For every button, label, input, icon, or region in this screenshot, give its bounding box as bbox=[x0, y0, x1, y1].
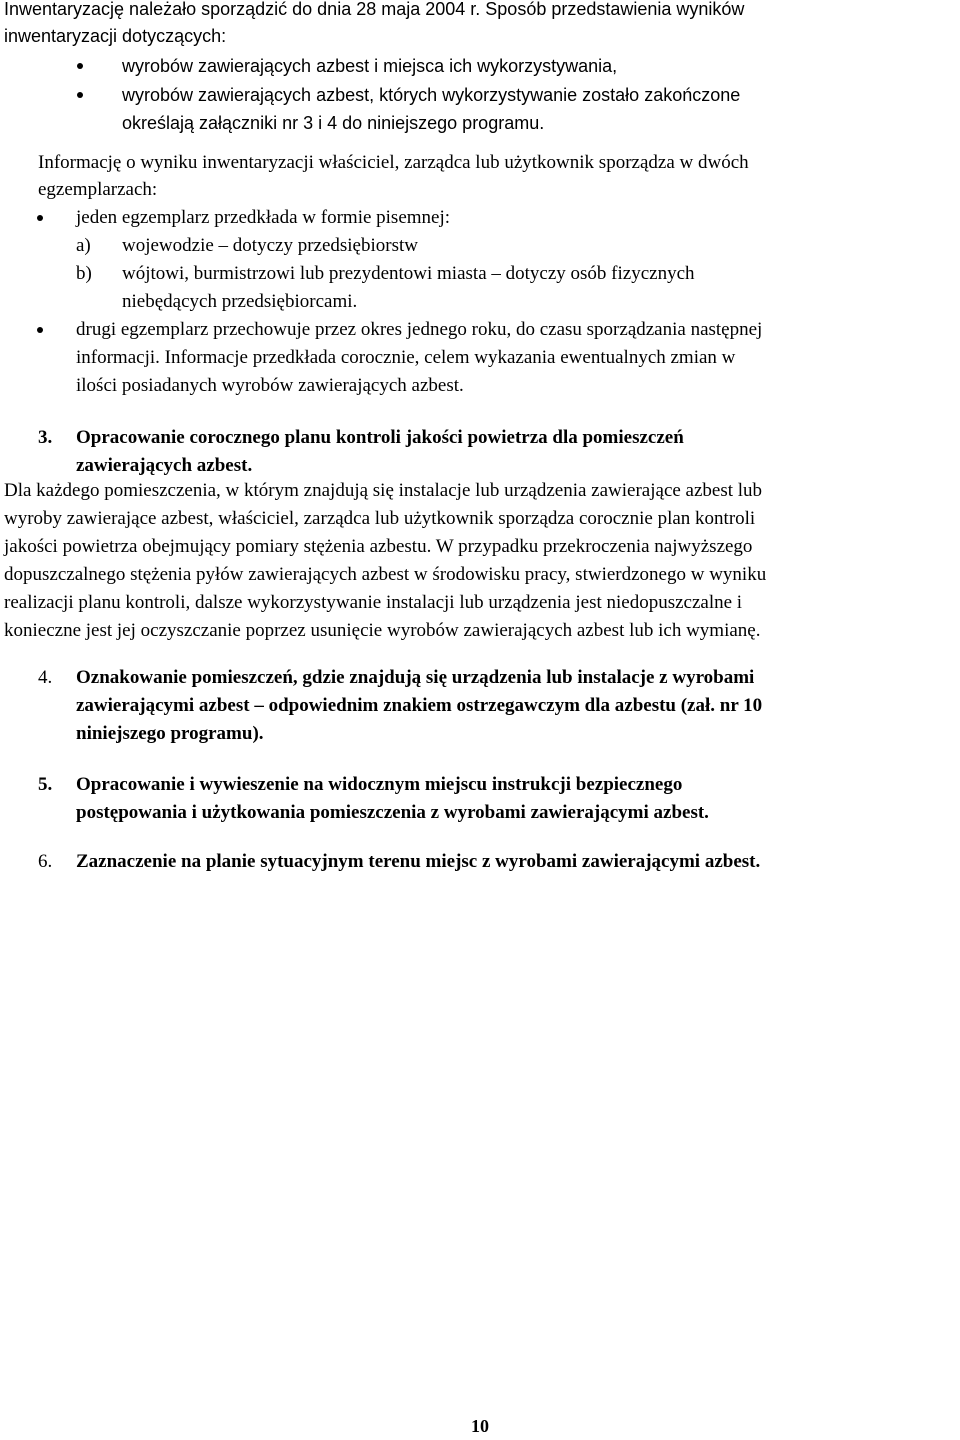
intro-line-1: Inwentaryzację należało sporządzić do dnia 28 maja 2004 r. Sposób przedstawienia wyników bbox=[4, 0, 745, 19]
section-5-number: 5. bbox=[38, 774, 53, 795]
info-line-2: egzemplarzach: bbox=[38, 179, 158, 200]
info-line-1: Informację o wyniku inwentaryzacji właściciel, zarządca lub użytkownik sporządza w dwóch bbox=[38, 152, 749, 173]
section-4-number: 4. bbox=[38, 667, 53, 688]
section-6-number: 6. bbox=[38, 851, 53, 872]
info-bullet-2-line-2: informacji. Informacje przedkłada corocznie, celem wykazania ewentualnych zmian w bbox=[76, 347, 736, 368]
info-bullet-2-line-1: drugi egzemplarz przechowuje przez okres jednego roku, do czasu sporządzania następnej bbox=[76, 319, 763, 340]
bullet-icon bbox=[37, 215, 43, 221]
section-5-line-2: postępowania i użytkowania pomieszczenia z wyrobami zawierającymi azbest. bbox=[76, 802, 709, 823]
bullet-icon bbox=[77, 92, 83, 98]
info-bullet-1: jeden egzemplarz przedkłada w formie pisemnej: bbox=[76, 207, 451, 228]
section-4-line-3: niniejszego programu). bbox=[76, 723, 264, 744]
section-3-title-line-1: Opracowanie corocznego planu kontroli jakości powietrza dla pomieszczeń bbox=[76, 427, 684, 448]
section-3-body-line-1: Dla każdego pomieszczenia, w którym znajdują się instalacje lub urządzenia zawierające azbest lub bbox=[4, 480, 763, 501]
bullet-icon bbox=[37, 327, 43, 333]
section-3-body-line-2: wyroby zawierające azbest, właściciel, zarządca lub użytkownik sporządza corocznie plan kontroli bbox=[4, 508, 756, 529]
info-bullet-2-line-3: ilości posiadanych wyrobów zawierających azbest. bbox=[76, 375, 464, 396]
intro-line-3: określają załączniki nr 3 i 4 do niniejszego programu. bbox=[122, 113, 545, 133]
bullet-icon bbox=[77, 63, 83, 69]
sub-b-line-1: wójtowi, burmistrzowi lub prezydentowi miasta – dotyczy osób fizycznych bbox=[122, 263, 695, 284]
section-6-line-1: Zaznaczenie na planie sytuacyjnym terenu miejsc z wyrobami zawierającymi azbest. bbox=[76, 851, 761, 872]
section-3-body-line-3: jakości powietrza obejmujący pomiary stężenia azbestu. W przypadku przekroczenia najwyższego bbox=[4, 536, 753, 557]
page-number: 10 bbox=[471, 1416, 489, 1436]
section-5-line-1: Opracowanie i wywieszenie na widocznym miejscu instrukcji bezpiecznego bbox=[76, 774, 683, 795]
sub-b-marker: b) bbox=[76, 263, 92, 284]
section-3-body-line-5: realizacji planu kontroli, dalsze wykorzystywanie instalacji lub urządzenia jest niedopuszczalne i bbox=[4, 592, 743, 613]
sub-a-marker: a) bbox=[76, 235, 91, 256]
sub-b-line-2: niebędących przedsiębiorcami. bbox=[122, 291, 358, 312]
sub-a-text: wojewodzie – dotyczy przedsiębiorstw bbox=[122, 235, 418, 256]
section-3-number: 3. bbox=[38, 427, 53, 448]
section-3-body-line-4: dopuszczalnego stężenia pyłów zawierających azbest w środowisku pracy, stwierdzonego w wyniku bbox=[4, 564, 767, 585]
section-4-line-2: zawierającymi azbest – odpowiednim znakiem ostrzegawczym dla azbestu (zał. nr 10 bbox=[76, 695, 763, 716]
intro-line-2: inwentaryzacji dotyczących: bbox=[4, 26, 227, 46]
section-3-title-line-2: zawierających azbest. bbox=[76, 455, 253, 476]
intro-bullet-2: wyrobów zawierających azbest, których wykorzystywanie zostało zakończone bbox=[122, 85, 741, 105]
section-3-body-line-6: konieczne jest jej oczyszczanie poprzez usunięcie wyrobów zawierających azbest lub ich wymianę. bbox=[4, 620, 761, 641]
intro-bullet-1: wyrobów zawierających azbest i miejsca ich wykorzystywania, bbox=[122, 56, 618, 76]
section-4-line-1: Oznakowanie pomieszczeń, gdzie znajdują się urządzenia lub instalacje z wyrobami bbox=[76, 667, 755, 688]
